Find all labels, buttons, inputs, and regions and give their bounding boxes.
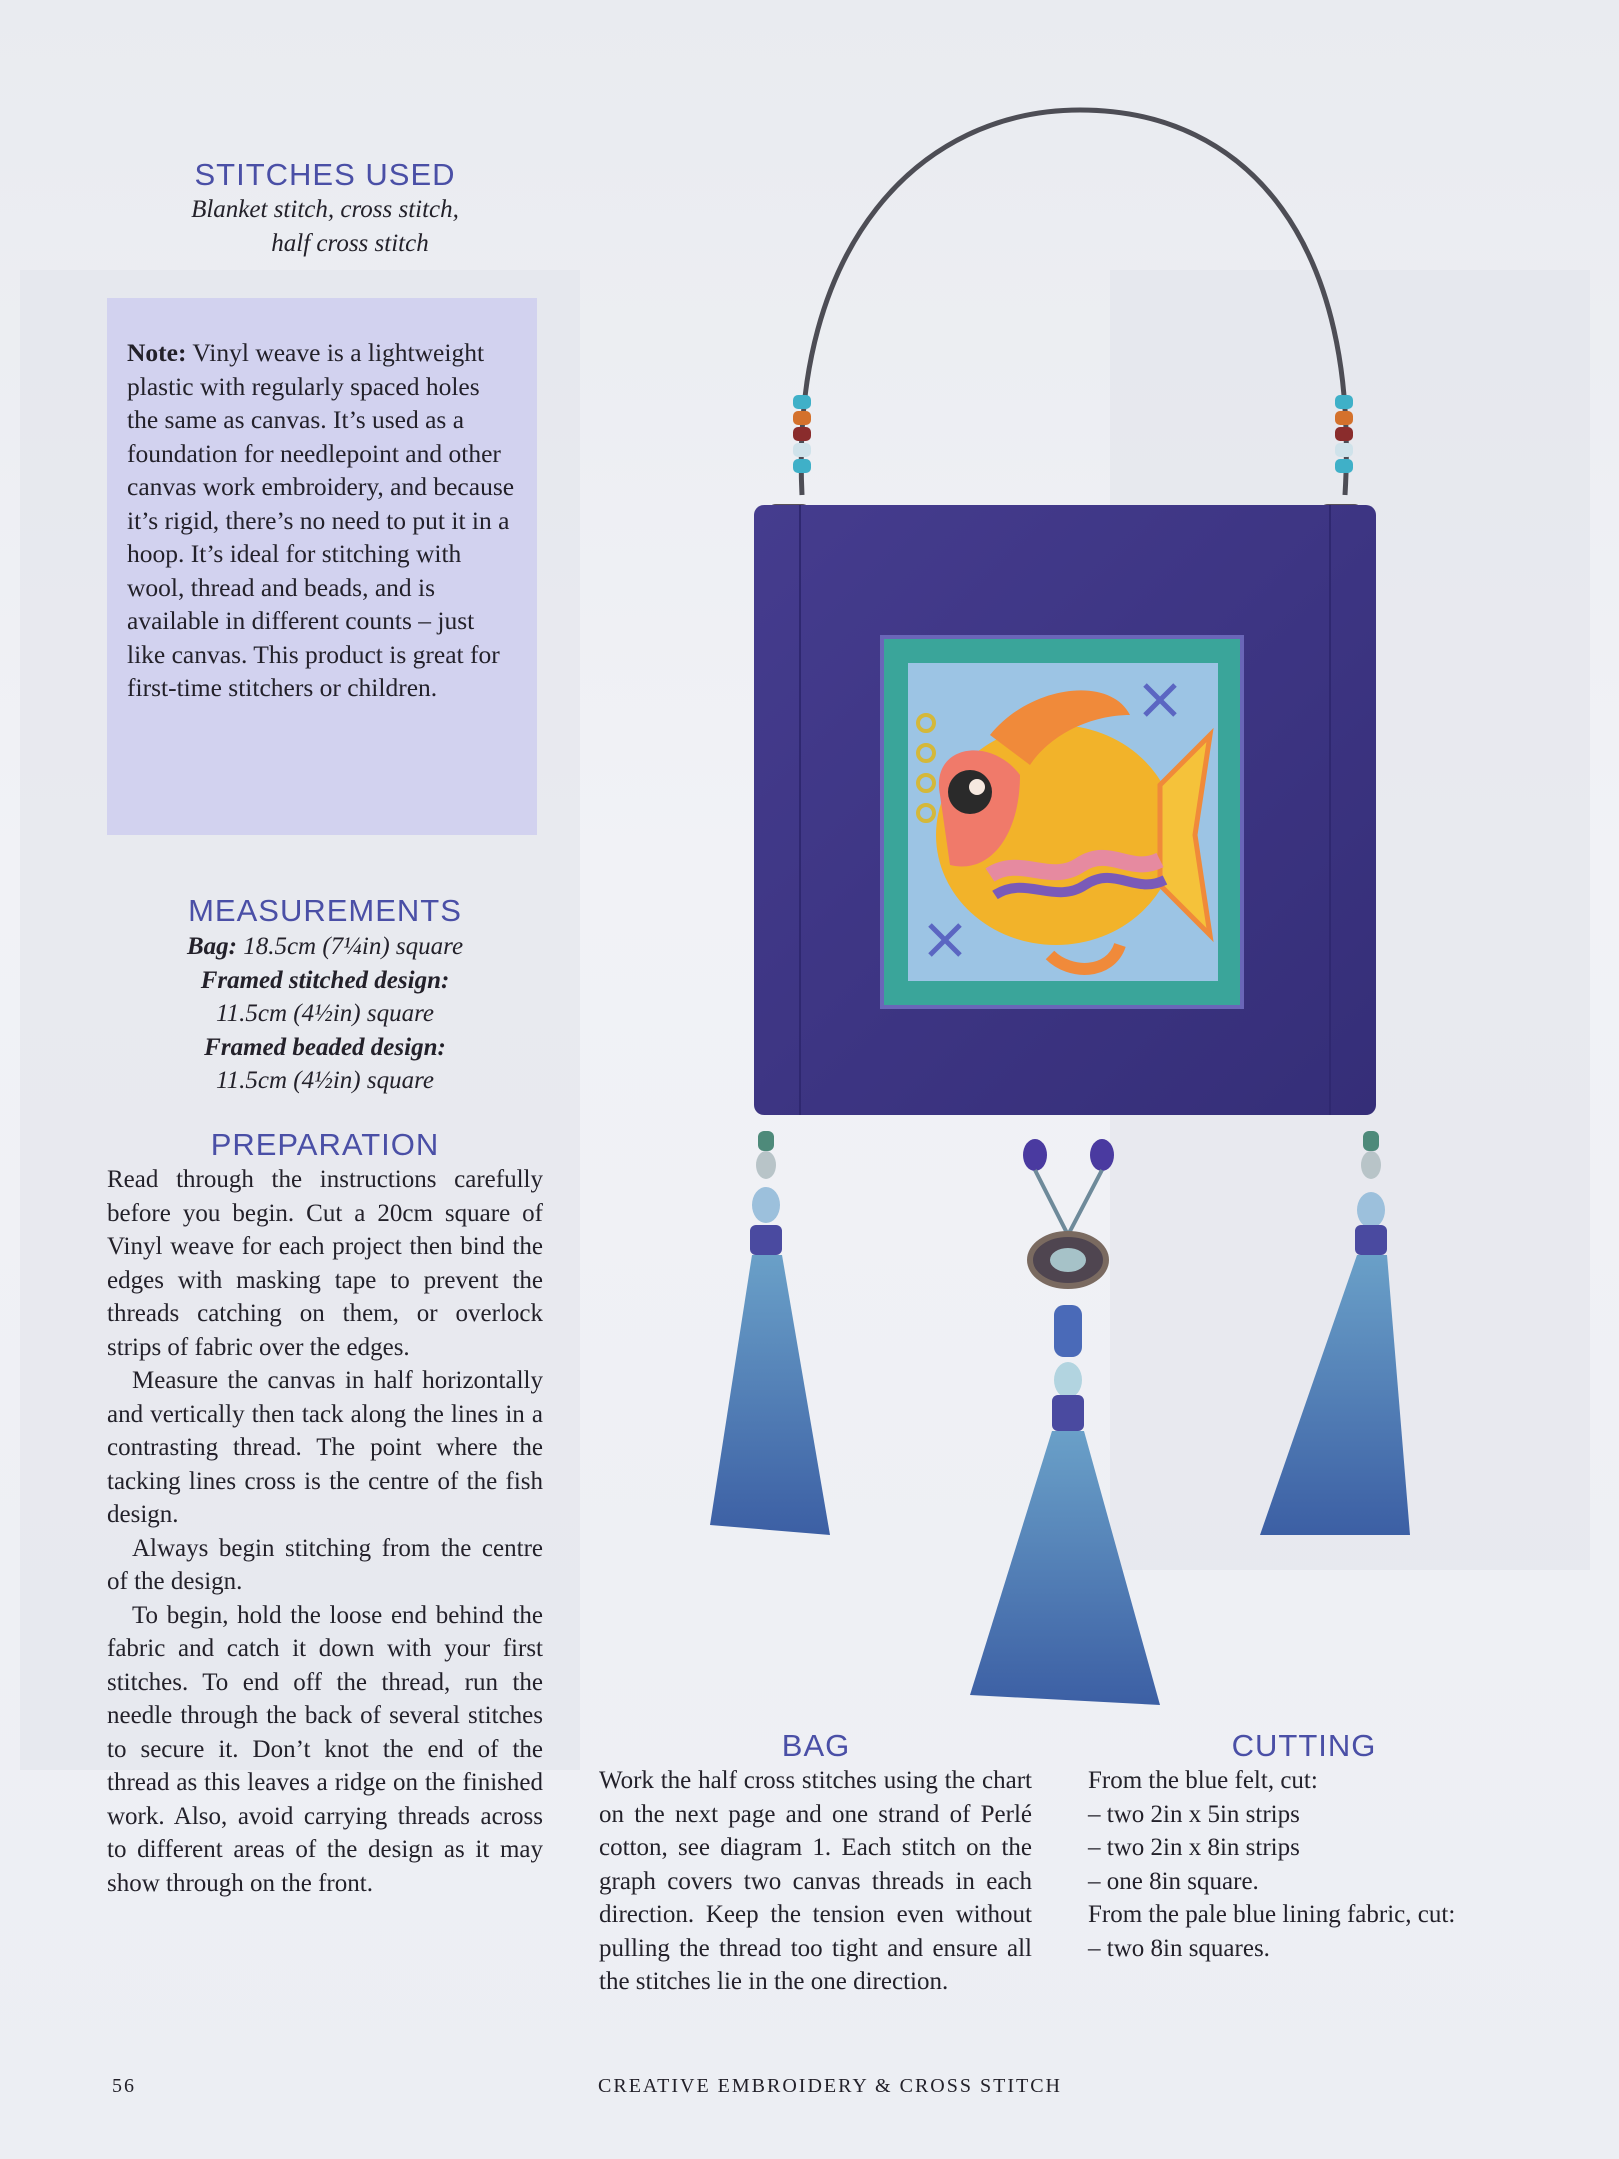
measurements-block [100,930,550,1098]
bag-size-label: Bag: [186,933,237,960]
wire-handle [801,110,1346,495]
preparation-paragraph-3: Always begin stitching from the centre of the design. [107,1534,543,1595]
handle-beads-right [1335,395,1353,473]
cutting-block [1088,1764,1522,1965]
note-text: Vinyl weave is a lightweight plastic with regularly spaced holes the same as canvas. It’s used as a foundation for needlepoint and other canvas work embroidery, and because it’s rigid, there’s no need to put it in a hoop. It’s ideal for stitching with wool, thread and beads, and is available in different counts – just like canvas. This product is great for first-time stitchers or children. [127,338,515,702]
framed-beaded-label: Framed beaded design: [204,1033,446,1061]
measurements-heading: MEASUREMENTS [188,893,462,928]
stitches-heading: STITCHES USED [194,157,456,192]
lining-cut-list [1088,1932,1522,1966]
tassel-center [970,1395,1160,1705]
list-item: – one 8in square. [1088,1867,1259,1895]
note-label: Note: [127,338,187,367]
list-item: – two 8in squares. [1088,1934,1270,1962]
stitches-line-2: half cross stitch [271,230,429,257]
measurement-bag [100,930,550,964]
framed-stitched-value: 11.5cm (4½in) square [215,1000,435,1027]
framed-stitched-label: Framed stitched design: [200,966,450,994]
bag-heading: BAG [781,1728,851,1763]
preparation-paragraph-1: Read through the instructions carefully before you begin. Cut a 20cm square of Vinyl weave for each project then bind the edges with masking tape to prevent the threads catching on them, or overlock strips of fabric over the edges. [107,1166,543,1361]
framed-beaded-value: 11.5cm (4½in) square [215,1067,435,1094]
preparation-paragraph-4: To begin, hold the loose end behind the fabric and catch it down with your first stitches. To end off the thread, run the needle through the back of several stitches to secure it. Don’t knot the end of the thread as this leaves a ridge on the finished work. Also, avoid carrying threads across to different areas of the design as it may show through on the front. [107,1601,543,1897]
fish-bag-photo [690,95,1570,1745]
cutting-heading: CUTTING [1231,1728,1377,1763]
cutting-felt-intro: From the blue felt, cut: [1088,1767,1318,1794]
cutting-lining-intro: From the pale blue lining fabric, cut: [1088,1901,1456,1928]
bead-strings [752,1131,1385,1398]
page-number: 56 [112,2075,136,2097]
preparation-text [107,1163,543,1900]
tassel-left [710,1225,830,1535]
note-paragraph [127,336,517,705]
handle-beads-left [793,395,811,473]
preparation-heading: PREPARATION [210,1127,440,1162]
note-box [107,298,537,835]
felt-cut-list [1088,1798,1522,1899]
stitches-line-1: Blanket stitch, cross stitch, [191,196,459,223]
list-item: – two 2in x 8in strips [1088,1834,1300,1861]
tassel-right [1260,1225,1410,1535]
magazine-title: CREATIVE EMBROIDERY & CROSS STITCH [598,2075,1062,2097]
bag-text: Work the half cross stitches using the chart on the next page and one strand of Perlé cotton, see diagram 1. Each stitch on the graph covers two canvas threads in each direction. Keep the tension even without pulling the thread too tight and ensure all the stitches lie in the one direction. [599,1767,1032,1995]
bag-size-value: 18.5cm (7¼in) square [243,933,464,960]
preparation-paragraph-2: Measure the canvas in half horizontally and vertically then tack along the lines in a contrasting thread. The point where the tacking lines cross is the centre of the fish design. [107,1367,543,1528]
list-item: – two 2in x 5in strips [1088,1800,1300,1828]
